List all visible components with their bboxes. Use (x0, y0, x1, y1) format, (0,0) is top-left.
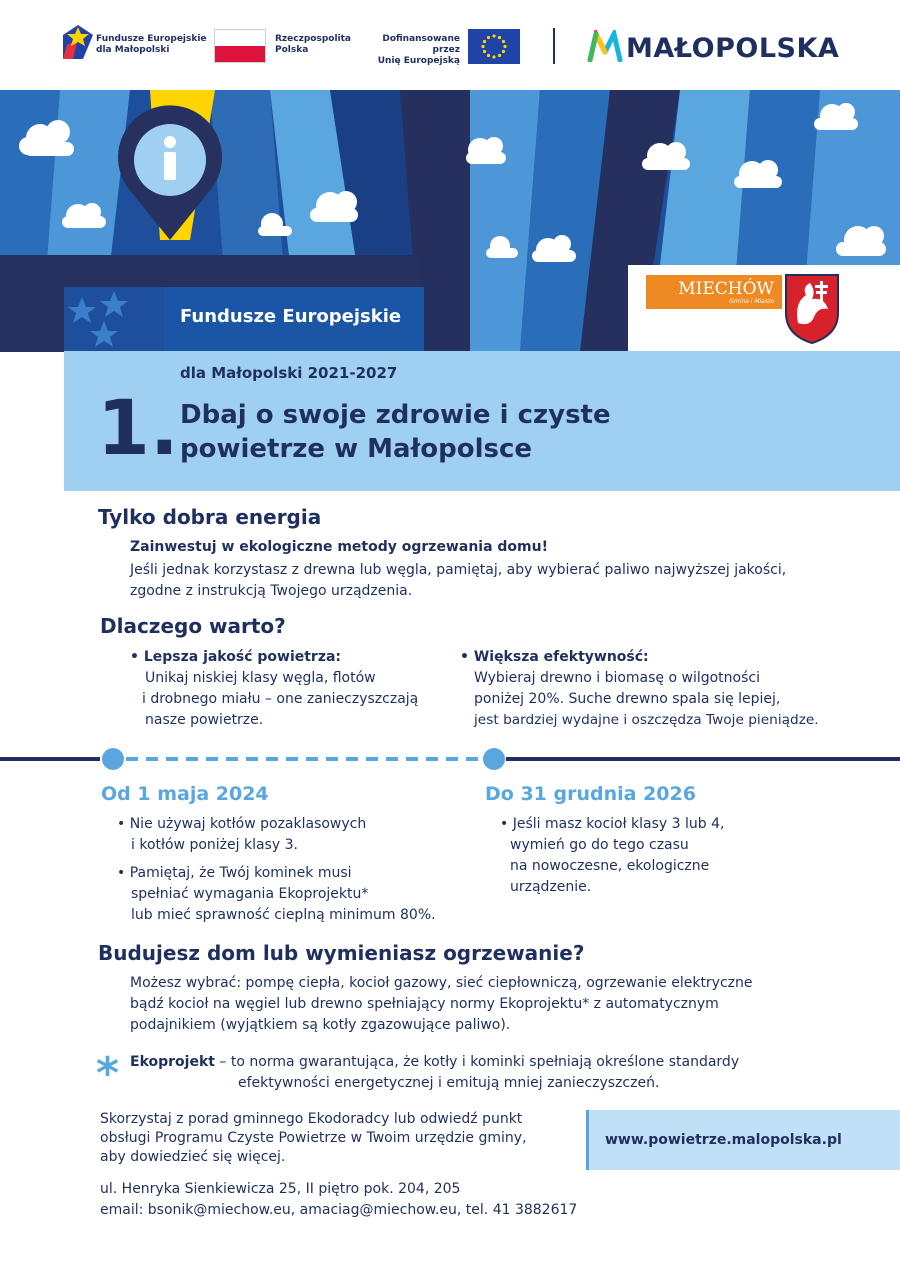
timeline-divider (0, 747, 900, 773)
fe-logo-line2: dla Małopolski (96, 45, 170, 55)
energy-lead: Zainwestuj w ekologiczne metody ogrzewania domu! (130, 539, 548, 555)
footer-info (100, 1110, 527, 1167)
footer-line2: obsługi Programu Czyste Powietrze w Twoim urzędzie gminy, (100, 1130, 527, 1146)
miechow-name: MIECHÓW (646, 275, 782, 309)
build-text (130, 973, 753, 1036)
energy-heading: Tylko dobra energia (98, 505, 322, 529)
build-line3: podajnikiem (wyjątkiem są kotły zgazowujące paliwo). (130, 1017, 511, 1033)
footer-contact-line: email: bsonik@miechow.eu, amaciag@miechow.eu, tel. 41 3882617 (100, 1202, 578, 1218)
date-right-heading: Do 31 grudnia 2026 (485, 783, 696, 805)
page-title-line2: powietrze w Małopolsce (180, 434, 533, 464)
why-left-line3: nasze powietrze. (145, 712, 264, 728)
date-left-heading: Od 1 maja 2024 (101, 783, 269, 805)
why-right-line1: Wybieraj drewno i biomasę o wilgotności (474, 670, 760, 686)
fe-logo-line1: Fundusze Europejskie (96, 34, 207, 44)
date-left-b2-line1: • Pamiętaj, że Twój kominek musi (117, 865, 352, 881)
why-left-line2: i drobnego miału – one zanieczyszczają (142, 691, 419, 707)
build-line1: Możesz wybrać: pompę ciepła, kocioł gazowy, sieć ciepłowniczą, ogrzewanie elektryczne (130, 975, 753, 991)
energy-text (130, 560, 786, 602)
fe-star-logo-icon (63, 25, 93, 59)
date-right-b1-line2: wymień go do tego czasu (510, 837, 689, 853)
date-left-b2-line2: spełniać wymagania Ekoprojektu* (131, 886, 369, 902)
miechow-subtitle: Gmina i Miasto (729, 298, 774, 305)
footer-address: ul. Henryka Sienkiewicza 25, II piętro pok. 204, 205 (100, 1181, 461, 1197)
footer-line1: Skorzystaj z porad gminnego Ekodoradcy lub odwiedź punkt (100, 1111, 523, 1127)
dof-line1: Dofinansowane przez (382, 34, 460, 55)
leaflet-number: 1. (97, 383, 179, 472)
ekoprojekt-note (130, 1052, 739, 1094)
ekoprojekt-line2: efektywności energetycznej i emitują mniej zanieczyszczeń. (238, 1075, 660, 1091)
timeline-dot-start (102, 748, 124, 770)
footer-contact (100, 1179, 577, 1221)
why-right-block (460, 647, 819, 731)
date-left-bullet1 (117, 814, 366, 856)
ekoprojekt-line1: – to norma gwarantująca, że kotły i kominki spełniają określone standardy (214, 1054, 740, 1070)
eu-flag-icon (468, 29, 520, 64)
date-right-b1-line3: na nowoczesne, ekologiczne (510, 858, 710, 874)
fe-logo-text (96, 34, 207, 56)
why-left-line1: Unikaj niskiej klasy węgla, flotów (145, 670, 376, 686)
logo-bar (0, 0, 900, 90)
ekoprojekt-term: Ekoprojekt (130, 1054, 215, 1070)
why-heading: Dlaczego warto? (100, 614, 286, 638)
miechow-partner-logo (628, 265, 900, 351)
eu-stars-band-icon (64, 287, 164, 351)
program-subtitle: dla Małopolski 2021-2027 (180, 364, 398, 382)
asterisk-icon: * (96, 1048, 120, 1099)
rp-logo-text (275, 34, 351, 56)
energy-line2: zgodne z instrukcją Twojego urządzenia. (130, 583, 413, 599)
why-left-title: • Lepsza jakość powietrza: (130, 649, 342, 665)
rp-line1: Rzeczpospolita (275, 34, 351, 44)
dof-line2: Unię Europejską (377, 56, 460, 66)
eu-cofinance-text (360, 34, 460, 67)
date-left-b1-line1: • Nie używaj kotłów pozaklasowych (117, 816, 367, 832)
energy-line1: Jeśli jednak korzystasz z drewna lub węgla, pamiętaj, aby wybierać paliwo najwyższej jakości, (130, 562, 787, 578)
fe-banner-label: Fundusze Europejskie (180, 306, 402, 327)
date-right-b1-line1: • Jeśli masz kocioł klasy 3 lub 4, (500, 816, 725, 832)
footer-line3: aby dowiedzieć się więcej. (100, 1149, 286, 1165)
malopolska-m-logo-icon (587, 30, 623, 62)
why-left-block (130, 647, 418, 731)
why-right-title: • Większa efektywność: (460, 649, 649, 665)
timeline-dot-end (483, 748, 505, 770)
rp-line2: Polska (275, 45, 309, 55)
date-left-b1-line2: i kotłów poniżej klasy 3. (131, 837, 298, 853)
website-link[interactable]: www.powietrze.malopolska.pl (605, 1132, 842, 1148)
date-left-bullet2 (117, 863, 436, 926)
build-line2: bądź kocioł na węgiel lub drewno spełniający normy Ekoprojektu* z automatycznym (130, 996, 719, 1012)
malopolska-logo-text: MAŁOPOLSKA (626, 33, 840, 64)
date-right-bullet1 (500, 814, 724, 898)
why-right-line3: jest bardziej wydajne i oszczędza Twoje pieniądze. (474, 712, 819, 728)
build-heading: Budujesz dom lub wymieniasz ogrzewanie? (98, 941, 585, 965)
page-title (180, 398, 611, 466)
polish-flag-icon (214, 29, 266, 63)
logo-divider (553, 28, 555, 64)
why-right-line2: poniżej 20%. Suche drewno spala się lepiej, (474, 691, 781, 707)
date-left-b2-line3: lub mieć sprawność cieplną minimum 80%. (131, 907, 436, 923)
page-title-line1: Dbaj o swoje zdrowie i czyste (180, 400, 611, 430)
date-right-b1-line4: urządzenie. (510, 879, 592, 895)
miechow-crest-icon (784, 273, 840, 345)
